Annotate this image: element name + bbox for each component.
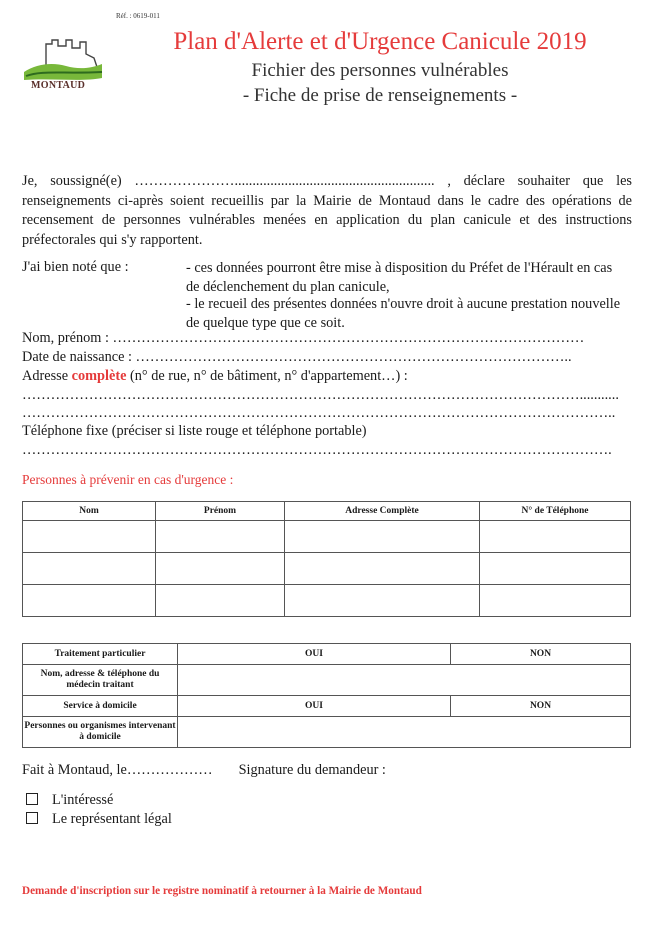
phone-label: Téléphone fixe (préciser si liste rouge et téléphone portable) xyxy=(22,423,367,439)
table-row xyxy=(23,553,631,585)
signature-line xyxy=(22,762,386,779)
contact-name-cell[interactable] xyxy=(23,521,156,553)
table-row xyxy=(23,521,631,553)
contact-firstname-cell[interactable] xyxy=(156,553,285,585)
option-self xyxy=(26,792,113,809)
emergency-contacts-table xyxy=(22,501,631,617)
form-subtitle: - Fiche de prise de renseignements - xyxy=(242,85,518,106)
phone-field[interactable]: ……………………………………………………………………………………………………………. xyxy=(22,442,612,458)
emergency-contacts-heading: Personnes à prévenir en cas d'urgence : xyxy=(22,472,234,487)
table-row xyxy=(23,717,631,748)
special-treatment-no[interactable]: NON xyxy=(451,644,631,665)
column-header-firstname: Prénom xyxy=(156,502,285,521)
noted-label: J'ai bien noté que : xyxy=(22,259,129,275)
contact-phone-cell[interactable] xyxy=(480,521,631,553)
special-treatment-label: Traitement particulier xyxy=(23,644,178,665)
page-title: Plan d'Alerte et d'Urgence Canicule 2019 xyxy=(173,28,587,55)
option-legal-rep xyxy=(26,811,172,828)
self-label: L'intéressé xyxy=(52,792,114,808)
address-label-prefix: Adresse xyxy=(22,368,72,384)
contact-address-cell[interactable] xyxy=(285,521,480,553)
footer-note: Demande d'inscription sur le registre nominatif à retourner à la Mairie de Montaud xyxy=(22,885,422,897)
care-info-table xyxy=(22,643,631,748)
column-header-name: Nom xyxy=(23,502,156,521)
home-service-yes[interactable]: OUI xyxy=(178,696,451,717)
address-field-line-2[interactable]: …………………………………………………………………………………………………………….. xyxy=(22,405,616,421)
home-service-no[interactable]: NON xyxy=(451,696,631,717)
reference-number: Réf. : 0619-011 xyxy=(116,12,160,20)
home-carers-label: Personnes ou organismes intervenant à domicile xyxy=(23,717,178,748)
name-field[interactable]: Nom, prénom : ……………………………………………………………………………………… xyxy=(22,330,585,346)
intro-declaration: Je, soussigné(e) …………………........................................................ , déclare souhaiter que les renseignements ci-après soient recueillis par la Mairie de Montaud dans le cadre des opérations de recensement de personnes vulnérables menées en application du plan canicule et des instructions préfectorales qui s'y rapportent. xyxy=(22,173,632,248)
column-header-phone: N° de Téléphone xyxy=(480,502,631,521)
contact-address-cell[interactable] xyxy=(285,585,480,617)
contact-firstname-cell[interactable] xyxy=(156,585,285,617)
doctor-label: Nom, adresse & téléphone du médecin traitant xyxy=(23,665,178,696)
column-header-address: Adresse Complète xyxy=(285,502,480,521)
address-label-suffix: (n° de rue, n° de bâtiment, n° d'appartement…) : xyxy=(126,368,408,384)
table-row xyxy=(23,644,631,665)
page-subtitle: Fichier des personnes vulnérables xyxy=(251,60,509,81)
legal-rep-checkbox[interactable] xyxy=(26,812,38,824)
noted-item-no-entitlement: - le recueil des présentes données n'ouvre droit à aucune prestation nouvelle de quelque type que ce soit. xyxy=(186,296,621,331)
made-at-field[interactable]: Fait à Montaud, le……………… xyxy=(22,762,213,778)
address-field-line-1[interactable]: ………………………………………………………………………………………………………........... xyxy=(22,387,619,403)
legal-rep-label: Le représentant légal xyxy=(52,811,172,827)
contact-name-cell[interactable] xyxy=(23,553,156,585)
noted-item-data-sharing: - ces données pourront être mise à disposition du Préfet de l'Hérault en cas de déclenchement du plan canicule, xyxy=(186,260,613,295)
logo-text: MONTAUD xyxy=(31,80,86,91)
contact-name-cell[interactable] xyxy=(23,585,156,617)
signature-label: Signature du demandeur : xyxy=(238,762,386,778)
contact-phone-cell[interactable] xyxy=(480,553,631,585)
table-row xyxy=(23,665,631,696)
address-label-emphasis: complète xyxy=(71,368,127,384)
contact-phone-cell[interactable] xyxy=(480,585,631,617)
birth-date-field[interactable]: Date de naissance : ……………………………………………………………………………….. xyxy=(22,349,572,365)
doctor-field[interactable] xyxy=(178,665,631,696)
table-row xyxy=(23,585,631,617)
contact-firstname-cell[interactable] xyxy=(156,521,285,553)
table-row xyxy=(23,696,631,717)
special-treatment-yes[interactable]: OUI xyxy=(178,644,451,665)
home-service-label: Service à domicile xyxy=(23,696,178,717)
self-checkbox[interactable] xyxy=(26,793,38,805)
home-carers-field[interactable] xyxy=(178,717,631,748)
address-label xyxy=(22,368,632,385)
contact-address-cell[interactable] xyxy=(285,553,480,585)
